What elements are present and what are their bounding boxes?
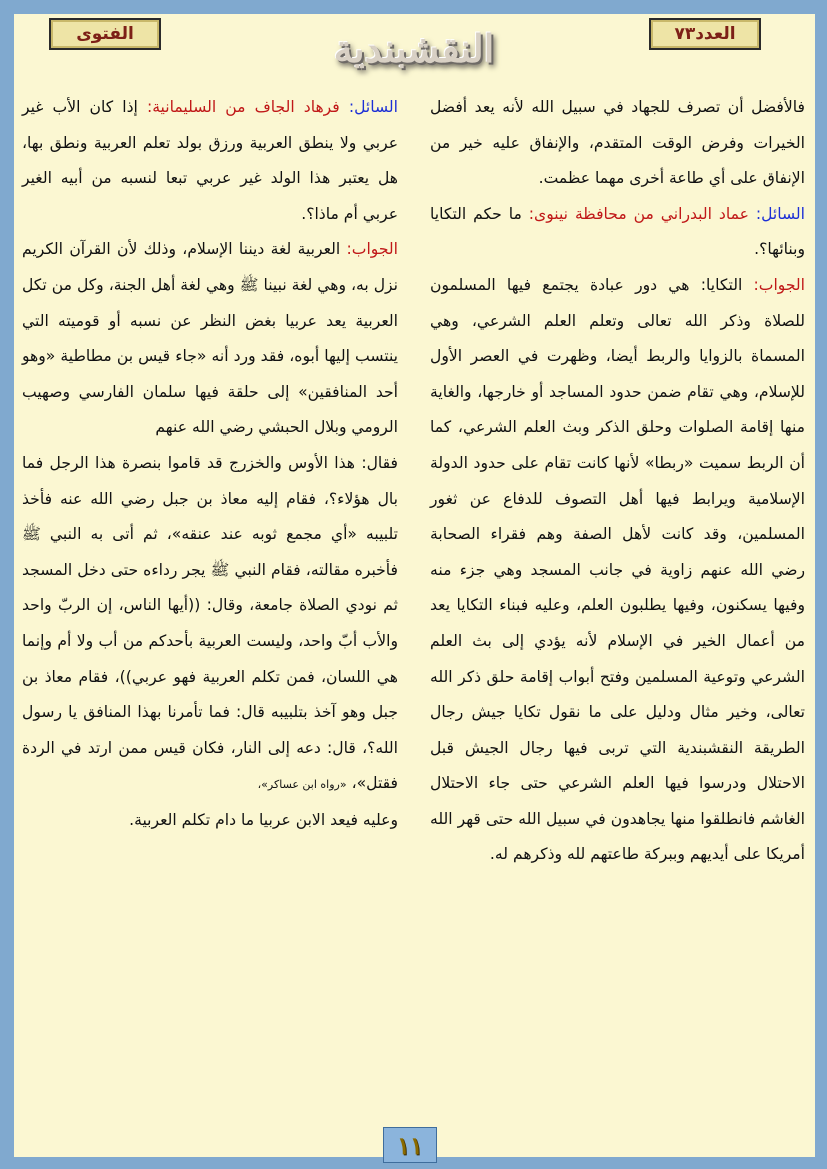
question-paragraph <box>22 90 398 232</box>
asker-name: عماد البدراني من محافظة نينوى: <box>528 204 756 223</box>
question-text: إذا كان الأب غير عربي ولا ينطق العربية ورزق بولد تعلم العربية ونطق بها، هل يعتبر هذا الولد غير عربي تبعا لنسبه من أبيه الغير عربي أم ماذا؟. <box>22 98 398 223</box>
left-column <box>22 90 398 838</box>
page-number: ١١ <box>383 1127 437 1163</box>
asker-label: السائل: <box>755 204 805 223</box>
paragraph: فالأفضل أن تصرف للجهاد في سبيل الله لأنه يعد أفضل الخيرات وفرض الوقت المتقدم، والإنفاق عليه خير من الإنفاق على أي طاعة أخرى مهما عظمت. <box>430 98 805 188</box>
hadith-reference: «رواه ابن عساكر»، <box>257 778 347 792</box>
answer-label: الجواب: <box>753 275 805 294</box>
page-header <box>14 14 815 84</box>
issue-number-tab: العدد٧٣ <box>649 18 761 50</box>
magazine-logo: النقشبندية <box>333 25 495 71</box>
paragraph: فقال: هذا الأوس والخزرج قد قاموا بنصرة هذا الرجل فما بال هؤلاء؟، فقام إليه معاذ بن جبل رضي الله عنه فأخذ تلبيبه «أي مجمع ثوبه عند عنقه»، ثم أتى به النبي ﷺ فأخبره مقالته، فقام النبي ﷺ يجر رداءه حتى دخل المسجد ثم نودي الصلاة جامعة، وقال: ((أيها الناس، إن الربّ واحد والأب أبّ واحد، وليست العربية بأحدكم من أب ولا أم وإنما هي اللسان، فمن تكلم العربية فهو عربي))، فقام معاذ بن جبل وهو آخذ بتلبيبه قال: فما تأمرنا بهذا المنافق يا رسول الله؟، قال: دعه إلى النار، فكان قيس ممن ارتد في الردة فقتل»، «رواه ابن عساكر»، <box>22 453 398 793</box>
paragraph: وعليه فيعد الابن عربيا ما دام تكلم العربية. <box>129 810 398 829</box>
answer-paragraph <box>430 268 805 873</box>
right-column <box>430 90 805 873</box>
answer-paragraph <box>22 232 398 446</box>
answer-text: العربية لغة ديننا الإسلام، وذلك لأن القرآن الكريم نزل به، وهي لغة نبينا ﷺ وهي لغة أهل الجنة، وكل من تكل العربية يعد عربيا بغض النظر عن نسبه أو قوميته التي ينتسب إليها أبوه، فقد ورد أنه «جاء قيس بن مطاطية «وهو أحد المنافقين» إلى حلقة فيها سلمان الفارسي وصهيب الرومي وبلال الحبشي رضي الله عنهم <box>22 240 398 437</box>
answer-label: الجواب: <box>346 240 398 259</box>
section-title-tab: الفتوى <box>49 18 161 50</box>
asker-name: فرهاد الجاف من السليمانية: <box>146 98 340 116</box>
answer-text: التكايا: هي دور عبادة يجتمع فيها المسلمون للصلاة وذكر الله تعالى وتعلم العلم الشرعي، وهي المسماة بالزوايا والربط أيضا، وظهرت في العصر الأول للإسلام، وهي تقام ضمن حدود المساجد أو خارجها، والغاية منها إقامة الصلوات وحلق الذكر وبث العلم الشرعي، كما أن الربط سميت «ربطا» لأنها كانت تقام على حدود الدولة الإسلامية ويرابط فيها أهل التصوف للدفاع عن ثغور المسلمين، وقد كانت لأهل الصفة وهم فقراء الصحابة رضي الله عنهم زاوية في جانب المسجد وهي جزء منه وفيها يسكنون، وفيها يطلبون العلم، وعليه فبناء التكايا يعد من أعمال الخير في الإسلام لأنه يؤدي إلى بث العلم الشرعي وتوعية المسلمين وفتح أبواب إقامة حلق ذكر الله تعالى، وخير مثال ودليل على ما نقول تكايا جيش رجال الطريقة النقشبندية التي تربى فيها رجال الجيش قبل الاحتلال ودرسوا فيها العلم الشرعي حتى جاء الاحتلال الغاشم فانطلقوا منها يجاهدون في سبيل الله حتى قهر الله أمريكا على أيديهم وببركة طاعتهم لله وذكرهم له. <box>430 275 805 864</box>
question-text: ما حكم التكايا وبنائها؟. <box>430 204 805 259</box>
asker-label: السائل: <box>348 98 398 116</box>
question-paragraph <box>430 197 805 268</box>
